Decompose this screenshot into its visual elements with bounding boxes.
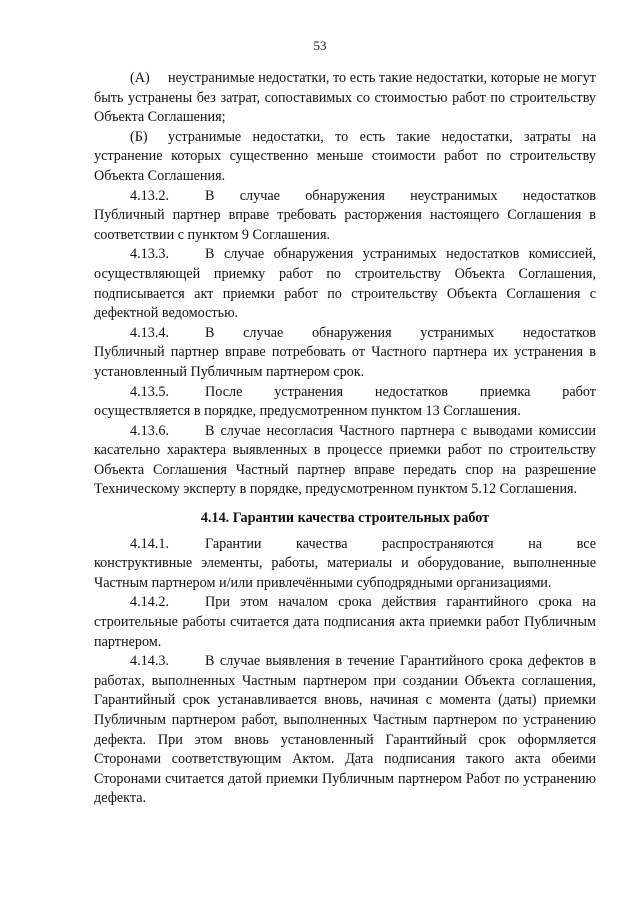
paragraph-label: (Б) — [130, 128, 148, 145]
clause-number: 4.13.5. — [130, 383, 170, 400]
clause-4-13-2-first-line — [94, 187, 596, 207]
clause-text: В случае обнаружения неустранимых недостатков — [205, 187, 596, 204]
clause-number: 4.13.2. — [130, 187, 170, 204]
clause-number: 4.13.3. — [130, 246, 170, 263]
paragraph-b — [94, 128, 596, 187]
clause-4-13-5-first-line — [94, 383, 596, 403]
clause-text: В случае несогласия Частного партнера с выводами комиссии касательно характера выявленных в процессе приемки работ по строительству Объекта Соглашения Частный партнер вправе передать спор на разрешение Техническому эксперту в порядке, предусмотренном пунктом 5.12 Соглашения. — [94, 422, 596, 498]
clause-4-13-5-rest: осуществляется в порядке, предусмотренном пунктом 13 Соглашения. — [94, 403, 521, 420]
clause-4-13-4-rest: Публичный партнер вправе потребовать от Частного партнера их устранения в установленный Публичным партнером срок. — [94, 344, 596, 380]
clause-4-13-2-rest: Публичный партнер вправе требовать расторжения настоящего Соглашения в соответствии с пунктом 9 Соглашения. — [94, 207, 596, 243]
clause-4-14-2 — [94, 593, 596, 652]
clause-text: В случае обнаружения устранимых недостатков комиссией, осуществляющей приемку работ по строительству Объекта Соглашения, подписывается акт приемки работ по строительству Объекта Соглашения с дефектной ведомостью. — [94, 246, 596, 322]
clause-number: 4.13.4. — [130, 324, 170, 341]
paragraph-text: устранимые недостатки, то есть такие недостатки, затраты на устранение которых существенно меньше стоимости работ по строительству Объекта Соглашения. — [94, 128, 596, 184]
clause-4-13-3 — [94, 245, 596, 323]
clause-text: После устранения недостатков приемка работ — [205, 383, 596, 400]
clause-4-14-1-first-line — [94, 535, 596, 555]
clause-text: В случае выявления в течение Гарантийного срока дефектов в работах, выполненных Частным партнером при создании Объекта соглашения, Гарантийный срок устанавливается вновь, начиная с момента (даты) приемки Публичным партнером работ, выполненных Частным партнером по устранению дефекта. При этом вновь установленный Гарантийный срок оформляется Сторонами соответствующим Актом. Дата подписания такого акта обеими Сторонами считается датой приемки Публичным партнером Работ по устранению дефекта. — [94, 653, 596, 807]
clause-4-13-4-first-line — [94, 324, 596, 344]
clause-number: 4.14.1. — [130, 535, 170, 552]
clause-number: 4.14.2. — [130, 594, 170, 611]
clause-text: Гарантии качества распространяются на все — [205, 535, 596, 552]
page-number: 53 — [313, 38, 327, 53]
clause-4-13-6 — [94, 422, 596, 500]
clause-number: 4.13.6. — [130, 422, 170, 439]
clause-text: При этом началом срока действия гарантийного срока на строительные работы считается дата подписания акта приемки работ Публичным партнером. — [94, 594, 596, 650]
section-heading-4-14: 4.14. Гарантии качества строительных работ — [200, 510, 490, 527]
clause-number: 4.14.3. — [130, 653, 170, 670]
paragraph-a — [94, 69, 596, 128]
clause-text: В случае обнаружения устранимых недостатков — [205, 324, 596, 341]
clause-4-14-1-rest: конструктивные элементы, работы, материалы и оборудование, выполненные Частным партнером и/или привлечёнными субподрядными организациями. — [94, 555, 596, 591]
paragraph-text: неустранимые недостатки, то есть такие недостатки, которые не могут быть устранены без затрат, сопоставимых со стоимостью работ по строительству Объекта Соглашения; — [94, 70, 596, 126]
clause-4-14-3 — [94, 652, 596, 809]
paragraph-label: (А) — [130, 70, 150, 86]
document-body — [94, 69, 596, 809]
